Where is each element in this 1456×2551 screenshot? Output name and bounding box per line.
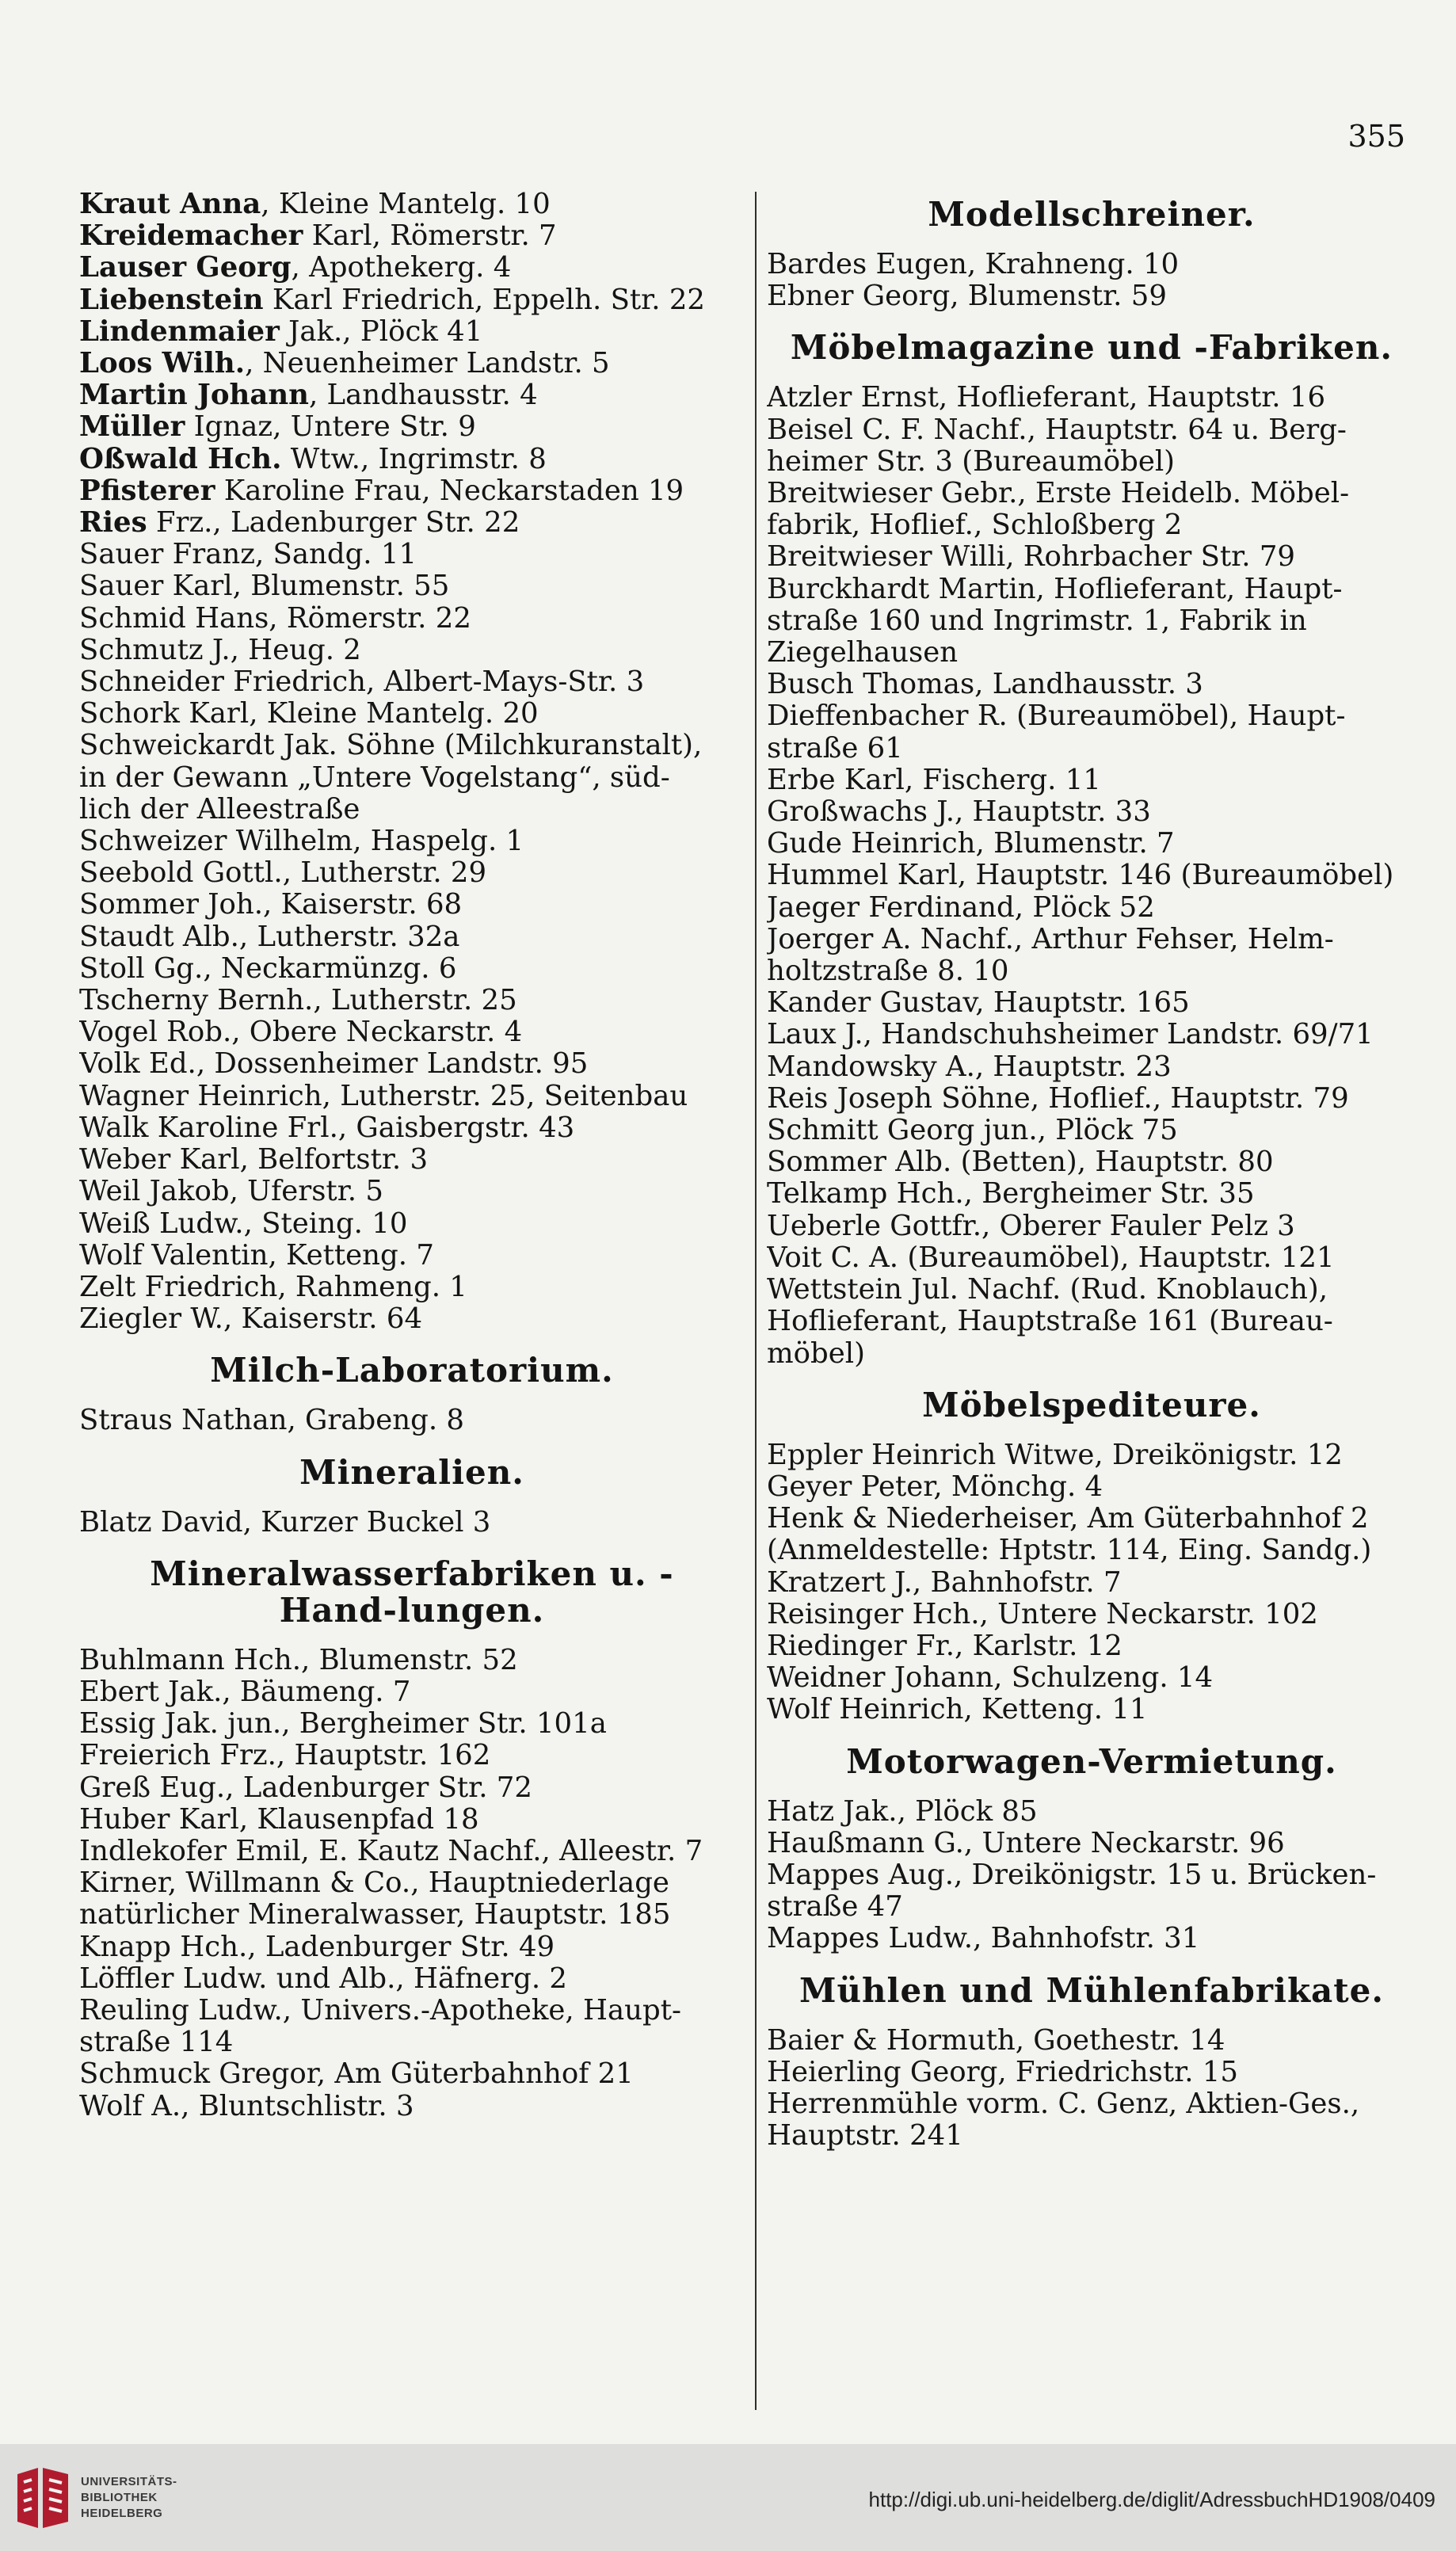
directory-entry xyxy=(767,1828,1416,1859)
directory-entry xyxy=(79,889,745,921)
entry-text: Karoline Frau, Neckarstaden 19 xyxy=(215,475,684,507)
directory-entry xyxy=(767,414,1416,446)
entry-text: Eppler Heinrich Witwe, Dreikönigstr. 12 xyxy=(767,1439,1343,1471)
entry-text: möbel) xyxy=(767,1337,865,1370)
directory-entry xyxy=(79,1272,745,1303)
directory-entry xyxy=(79,1963,745,1995)
directory-entry xyxy=(79,1645,745,1676)
directory-entry xyxy=(79,1836,745,1867)
moebelspediteure-entries xyxy=(767,1439,1416,1726)
directory-entry xyxy=(767,1274,1416,1306)
directory-entry xyxy=(767,796,1416,828)
entry-text: Breitwieser Gebr., Erste Heidelb. Möbel- xyxy=(767,478,1350,510)
directory-entry xyxy=(79,698,745,730)
entry-text: Buhlmann Hch., Blumenstr. 52 xyxy=(79,1644,518,1676)
entry-text: Hatz Jak., Plöck 85 xyxy=(767,1795,1038,1828)
directory-entry xyxy=(767,828,1416,860)
entry-name: Loos Wilh. xyxy=(79,348,246,380)
entry-text: Frz., Ladenburger Str. 22 xyxy=(147,507,520,540)
entry-text: Henk & Niederheiser, Am Güterbahnhof 2 xyxy=(767,1503,1369,1535)
entry-text: Tscherny Bernh., Lutherstr. 25 xyxy=(79,985,517,1017)
entry-text: Volk Ed., Dossenheimer Landstr. 95 xyxy=(79,1048,589,1081)
entry-text: Essig Jak. jun., Bergheimer Str. 101a xyxy=(79,1708,607,1741)
moebelmagazine-entries xyxy=(767,382,1416,1369)
entry-text: Joerger A. Nachf., Arthur Fehser, Helm- xyxy=(767,923,1334,955)
mineralwasser-entries xyxy=(79,1645,745,2122)
entry-text: Jaeger Ferdinand, Plöck 52 xyxy=(767,891,1155,924)
directory-entry xyxy=(767,574,1416,605)
entry-continuation xyxy=(767,1338,1416,1370)
entry-text: Baier & Hormuth, Goethestr. 14 xyxy=(767,2024,1225,2057)
directory-entry xyxy=(79,1867,745,1899)
entry-text: Atzler Ernst, Hoflieferant, Hauptstr. 16 xyxy=(767,382,1326,414)
entry-text: Ignaz, Untere Str. 9 xyxy=(185,411,476,444)
entry-text: Zelt Friedrich, Rahmeng. 1 xyxy=(79,1271,467,1303)
footer-bar xyxy=(0,2444,1456,2551)
entry-text: Schneider Friedrich, Albert-Mays-Str. 3 xyxy=(79,666,645,699)
entry-continuation xyxy=(767,2120,1416,2152)
entry-text: natürlicher Mineralwasser, Hauptstr. 185 xyxy=(79,1899,671,1931)
column-divider xyxy=(755,192,757,2410)
directory-entry xyxy=(79,1405,745,1436)
directory-entry xyxy=(79,475,745,507)
directory-entry xyxy=(79,316,745,348)
entry-continuation xyxy=(767,446,1416,478)
directory-entry xyxy=(767,1146,1416,1178)
entry-text: Wolf Heinrich, Ketteng. 11 xyxy=(767,1694,1148,1726)
directory-entry xyxy=(767,280,1416,312)
directory-entry xyxy=(79,348,745,379)
entry-continuation xyxy=(767,1306,1416,1337)
entry-text: Reuling Ludw., Univers.-Apotheke, Haupt- xyxy=(79,1994,681,2027)
entry-text: straße 47 xyxy=(767,1891,903,1924)
source-url[interactable]: http://digi.ub.uni-heidelberg.de/diglit/AdressbuchHD1908/0409 xyxy=(868,2488,1435,2511)
directory-entry xyxy=(767,892,1416,924)
entry-continuation xyxy=(767,605,1416,637)
directory-entry xyxy=(767,382,1416,414)
directory-entry xyxy=(767,1694,1416,1725)
entry-text: Stoll Gg., Neckarmünzg. 6 xyxy=(79,952,457,985)
entry-text: Bardes Eugen, Krahneng. 10 xyxy=(767,249,1180,280)
directory-entry xyxy=(767,1796,1416,1828)
entry-text: Geyer Peter, Mönchg. 4 xyxy=(767,1470,1103,1503)
motorwagen-entries xyxy=(767,1796,1416,1955)
directory-entry xyxy=(79,921,745,953)
entry-text: Mappes Aug., Dreikönigstr. 15 u. Brücken- xyxy=(767,1859,1377,1891)
entry-text: , Neuenheimer Landstr. 5 xyxy=(245,348,610,380)
directory-entry xyxy=(767,1439,1416,1471)
entry-text: , Apothekerg. 4 xyxy=(291,252,512,284)
directory-entry xyxy=(79,730,745,761)
heading-moebelmagazine: Möbelmagazine und -Fabriken. xyxy=(790,328,1393,368)
directory-entry xyxy=(79,2091,745,2122)
entry-name: Lindenmaier xyxy=(79,315,280,348)
heading-muehlen: Mühlen und Mühlenfabrikate. xyxy=(799,1970,1385,2010)
entry-name: Lauser Georg xyxy=(79,252,292,284)
entry-text: Schweizer Wilhelm, Haspelg. 1 xyxy=(79,826,524,858)
directory-entry xyxy=(79,826,745,857)
entry-text: Sommer Joh., Kaiserstr. 68 xyxy=(79,889,463,921)
entry-text: Wtw., Ingrimstr. 8 xyxy=(281,443,547,475)
entry-text: in der Gewann „Untere Vogelstang“, süd- xyxy=(79,761,670,794)
entry-text: Erbe Karl, Fischerg. 11 xyxy=(767,764,1101,796)
left-column xyxy=(79,189,745,2122)
entry-name: Kreidemacher xyxy=(79,220,303,253)
directory-entry xyxy=(767,1630,1416,1662)
entry-text: straße 114 xyxy=(79,2027,234,2059)
directory-entry xyxy=(767,478,1416,509)
entry-text: Indlekofer Emil, E. Kautz Nachf., Alleestr. 7 xyxy=(79,1835,703,1867)
heading-mineralwasserfabriken: Mineralwasserfabriken u. -Hand-lungen. xyxy=(150,1554,674,1630)
library-name-line: HEIDELBERG xyxy=(81,2507,163,2520)
directory-entry xyxy=(767,1859,1416,1891)
library-name-line: UNIVERSITÄTS- xyxy=(81,2475,177,2488)
entry-text: holtzstraße 8. 10 xyxy=(767,955,1009,988)
directory-entry xyxy=(767,1242,1416,1274)
entry-text: Seebold Gottl., Lutherstr. 29 xyxy=(79,857,487,890)
entry-text: Schork Karl, Kleine Mantelg. 20 xyxy=(79,698,539,730)
entry-continuation xyxy=(767,509,1416,541)
directory-entry xyxy=(767,1019,1416,1051)
entry-text: Laux J., Handschuhsheimer Landstr. 69/71 xyxy=(767,1019,1374,1051)
entry-text: Breitwieser Willi, Rohrbacher Str. 79 xyxy=(767,541,1295,574)
directory-entry xyxy=(767,1503,1416,1535)
entry-text: Haußmann G., Untere Neckarstr. 96 xyxy=(767,1827,1285,1859)
entry-text: Wagner Heinrich, Lutherstr. 25, Seitenbau xyxy=(79,1080,688,1112)
entry-text: Ebert Jak., Bäumeng. 7 xyxy=(79,1676,411,1708)
directory-entry xyxy=(79,857,745,889)
directory-entry xyxy=(79,507,745,539)
modellschreiner-entries xyxy=(767,249,1416,312)
entry-text: Ebner Georg, Blumenstr. 59 xyxy=(767,280,1167,313)
directory-entry xyxy=(79,252,745,284)
directory-entry xyxy=(767,2057,1416,2088)
right-column xyxy=(767,189,1416,2152)
entry-text: Kirner, Willmann & Co., Hauptniederlage xyxy=(79,1867,669,1900)
entry-text: Mandowsky A., Hauptstr. 23 xyxy=(767,1051,1172,1083)
directory-entry xyxy=(767,1567,1416,1599)
directory-entry xyxy=(767,1923,1416,1954)
left-block-entries xyxy=(79,189,745,1335)
directory-entry xyxy=(79,1772,745,1804)
directory-entry xyxy=(79,284,745,316)
heading-moebelspediteure: Möbelspediteure. xyxy=(922,1385,1261,1424)
directory-entry xyxy=(767,860,1416,891)
directory-entry xyxy=(79,1740,745,1771)
library-name xyxy=(81,2474,177,2522)
entry-text: Schmitt Georg jun., Plöck 75 xyxy=(767,1115,1178,1147)
entry-text: Kratzert J., Bahnhofstr. 7 xyxy=(767,1566,1122,1599)
entry-text: Greß Eug., Ladenburger Str. 72 xyxy=(79,1771,532,1804)
entry-text: Schweickardt Jak. Söhne (Milchkuranstalt), xyxy=(79,730,703,762)
heading-motorwagen-vermietung: Motorwagen-Vermietung. xyxy=(846,1741,1337,1781)
directory-entry xyxy=(79,379,745,411)
directory-entry xyxy=(79,1303,745,1335)
entry-text: straße 61 xyxy=(767,732,903,765)
directory-entry xyxy=(79,1676,745,1708)
entry-text: Schmuck Gregor, Am Güterbahnhof 21 xyxy=(79,2058,634,2091)
entry-text: Karl Friedrich, Eppelh. Str. 22 xyxy=(263,284,705,316)
directory-entry xyxy=(767,987,1416,1019)
directory-entry xyxy=(79,953,745,985)
entry-text: Weil Jakob, Uferstr. 5 xyxy=(79,1176,383,1208)
entry-continuation xyxy=(767,1535,1416,1566)
directory-entry xyxy=(79,666,745,698)
entry-text: Telkamp Hch., Bergheimer Str. 35 xyxy=(767,1178,1255,1211)
heading-modellschreiner: Modellschreiner. xyxy=(928,195,1256,234)
directory-entry xyxy=(767,1178,1416,1210)
directory-entry xyxy=(767,541,1416,573)
directory-entry xyxy=(79,1507,745,1539)
entry-text: Löffler Ludw. und Alb., Häfnerg. 2 xyxy=(79,1962,567,1995)
entry-text: Knapp Hch., Ladenburger Str. 49 xyxy=(79,1931,555,1963)
heading-mineralien: Mineralien. xyxy=(299,1452,524,1492)
directory-entry xyxy=(79,411,745,443)
entry-text: heimer Str. 3 (Bureaumöbel) xyxy=(767,445,1176,478)
directory-entry xyxy=(767,1051,1416,1083)
directory-entry xyxy=(79,539,745,570)
entry-text: Herrenmühle vorm. C. Genz, Aktien-Ges., xyxy=(767,2088,1360,2120)
entry-text: Blatz David, Kurzer Buckel 3 xyxy=(79,1506,491,1539)
entry-text: Heierling Georg, Friedrichstr. 15 xyxy=(767,2056,1238,2088)
entry-text: Sauer Franz, Sandg. 11 xyxy=(79,539,417,571)
directory-entry xyxy=(79,1016,745,1048)
entry-continuation xyxy=(79,2027,745,2058)
entry-text: Riedinger Fr., Karlstr. 12 xyxy=(767,1630,1122,1662)
entry-name: Liebenstein xyxy=(79,284,264,316)
entry-text: Voit C. A. (Bureaumöbel), Hauptstr. 121 xyxy=(767,1241,1335,1274)
entry-text: Ueberle Gottfr., Oberer Fauler Pelz 3 xyxy=(767,1210,1295,1242)
entry-text: Großwachs J., Hauptstr. 33 xyxy=(767,796,1151,829)
entry-text: Straus Nathan, Grabeng. 8 xyxy=(79,1405,465,1437)
entry-continuation xyxy=(79,1899,745,1931)
directory-entry xyxy=(767,1662,1416,1694)
entry-text: Freierich Frz., Hauptstr. 162 xyxy=(79,1740,491,1772)
entry-text: Hummel Karl, Hauptstr. 146 (Bureaumöbel) xyxy=(767,860,1394,892)
entry-text: Gude Heinrich, Blumenstr. 7 xyxy=(767,828,1175,860)
directory-entry xyxy=(79,985,745,1016)
entry-text: Dieffenbacher R. (Bureaumöbel), Haupt- xyxy=(767,700,1346,733)
directory-entry xyxy=(767,765,1416,796)
entry-text: Busch Thomas, Landhausstr. 3 xyxy=(767,669,1203,701)
directory-entry xyxy=(767,1211,1416,1242)
directory-entry xyxy=(767,1115,1416,1146)
directory-entry xyxy=(79,1112,745,1144)
entry-name: Martin Johann xyxy=(79,379,309,412)
entry-text: (Anmeldestelle: Hptstr. 114, Eing. Sandg.) xyxy=(767,1535,1372,1567)
directory-entry xyxy=(79,2058,745,2090)
directory-entry xyxy=(79,603,745,635)
entry-text: Weiß Ludw., Steing. 10 xyxy=(79,1207,408,1240)
entry-text: fabrik, Hoflief., Schloßberg 2 xyxy=(767,509,1183,542)
directory-entry xyxy=(767,1083,1416,1115)
directory-entry xyxy=(79,189,745,220)
entry-text: Sommer Alb. (Betten), Hauptstr. 80 xyxy=(767,1146,1274,1179)
directory-entry xyxy=(767,924,1416,955)
entry-text: Weber Karl, Belfortstr. 3 xyxy=(79,1144,429,1176)
directory-entry xyxy=(79,1081,745,1112)
entry-name: Pfisterer xyxy=(79,475,215,507)
milch-entries xyxy=(79,1405,745,1436)
entry-text: Jak., Plöck 41 xyxy=(279,315,483,348)
entry-continuation xyxy=(767,1891,1416,1923)
directory-entry xyxy=(79,220,745,252)
entry-name: Müller xyxy=(79,411,185,444)
entry-text: Karl, Römerstr. 7 xyxy=(303,220,557,253)
directory-entry xyxy=(79,1804,745,1836)
entry-text: Ziegler W., Kaiserstr. 64 xyxy=(79,1303,423,1336)
entry-continuation xyxy=(767,955,1416,987)
university-library-logo-icon xyxy=(14,2465,71,2531)
directory-entry xyxy=(79,1995,745,2027)
directory-entry xyxy=(79,635,745,666)
entry-text: Vogel Rob., Obere Neckarstr. 4 xyxy=(79,1016,523,1049)
directory-entry xyxy=(79,444,745,475)
entry-name: Kraut Anna xyxy=(79,189,261,220)
entry-text: Reis Joseph Söhne, Hoflief., Hauptstr. 79 xyxy=(767,1082,1349,1115)
directory-entry xyxy=(79,570,745,602)
directory-entry xyxy=(767,249,1416,280)
entry-name: Ries xyxy=(79,507,147,540)
entry-text: , Landhausstr. 4 xyxy=(308,379,538,412)
directory-entry xyxy=(79,1931,745,1963)
entry-text: Ziegelhausen xyxy=(767,637,959,669)
entry-text: Beisel C. F. Nachf., Hauptstr. 64 u. Berg- xyxy=(767,414,1347,446)
entry-continuation xyxy=(79,794,745,826)
directory-entry xyxy=(79,1240,745,1272)
entry-text: Hoflieferant, Hauptstraße 161 (Bureau- xyxy=(767,1306,1333,1338)
directory-entry xyxy=(79,1708,745,1740)
entry-text: Huber Karl, Klausenpfad 18 xyxy=(79,1803,479,1836)
entry-text: lich der Alleestraße xyxy=(79,793,360,826)
entry-text: straße 160 und Ingrimstr. 1, Fabrik in xyxy=(767,604,1307,637)
entry-text: Weidner Johann, Schulzeng. 14 xyxy=(767,1662,1214,1695)
entry-text: Schmutz J., Heug. 2 xyxy=(79,634,361,666)
entry-text: Hauptstr. 241 xyxy=(767,2120,963,2153)
entry-text: Wettstein Jul. Nachf. (Rud. Knoblauch), xyxy=(767,1274,1328,1306)
entry-text: Reisinger Hch., Untere Neckarstr. 102 xyxy=(767,1598,1318,1630)
entry-text: Wolf Valentin, Ketteng. 7 xyxy=(79,1239,434,1272)
entry-text: , Kleine Mantelg. 10 xyxy=(261,189,551,220)
directory-entry xyxy=(767,1599,1416,1630)
entry-text: Kander Gustav, Hauptstr. 165 xyxy=(767,987,1190,1020)
directory-entry xyxy=(79,1144,745,1176)
entry-continuation xyxy=(767,637,1416,669)
mineralien-entries xyxy=(79,1507,745,1539)
directory-entry xyxy=(767,700,1416,732)
directory-entry xyxy=(767,2025,1416,2057)
heading-milch-laboratorium: Milch-Laboratorium. xyxy=(210,1351,614,1390)
entry-text: Walk Karoline Frl., Gaisbergstr. 43 xyxy=(79,1112,575,1144)
entry-text: Wolf A., Bluntschlistr. 3 xyxy=(79,2090,414,2122)
muehlen-entries xyxy=(767,2025,1416,2153)
directory-entry xyxy=(79,1176,745,1207)
entry-name: Oßwald Hch. xyxy=(79,443,282,475)
directory-entry xyxy=(767,1471,1416,1503)
directory-entry xyxy=(767,2088,1416,2120)
directory-entry xyxy=(79,1048,745,1080)
library-name-line: BIBLIOTHEK xyxy=(81,2491,158,2504)
entry-text: Burckhardt Martin, Hoflieferant, Haupt- xyxy=(767,573,1343,605)
page-number: 355 xyxy=(1347,119,1405,154)
entry-text: Mappes Ludw., Bahnhofstr. 31 xyxy=(767,1923,1200,1955)
directory-entry xyxy=(79,1208,745,1240)
entry-text: Staudt Alb., Lutherstr. 32a xyxy=(79,921,460,953)
entry-continuation xyxy=(767,733,1416,765)
directory-entry xyxy=(767,669,1416,700)
entry-text: Sauer Karl, Blumenstr. 55 xyxy=(79,570,450,603)
entry-text: Schmid Hans, Römerstr. 22 xyxy=(79,602,471,635)
entry-continuation xyxy=(79,762,745,794)
